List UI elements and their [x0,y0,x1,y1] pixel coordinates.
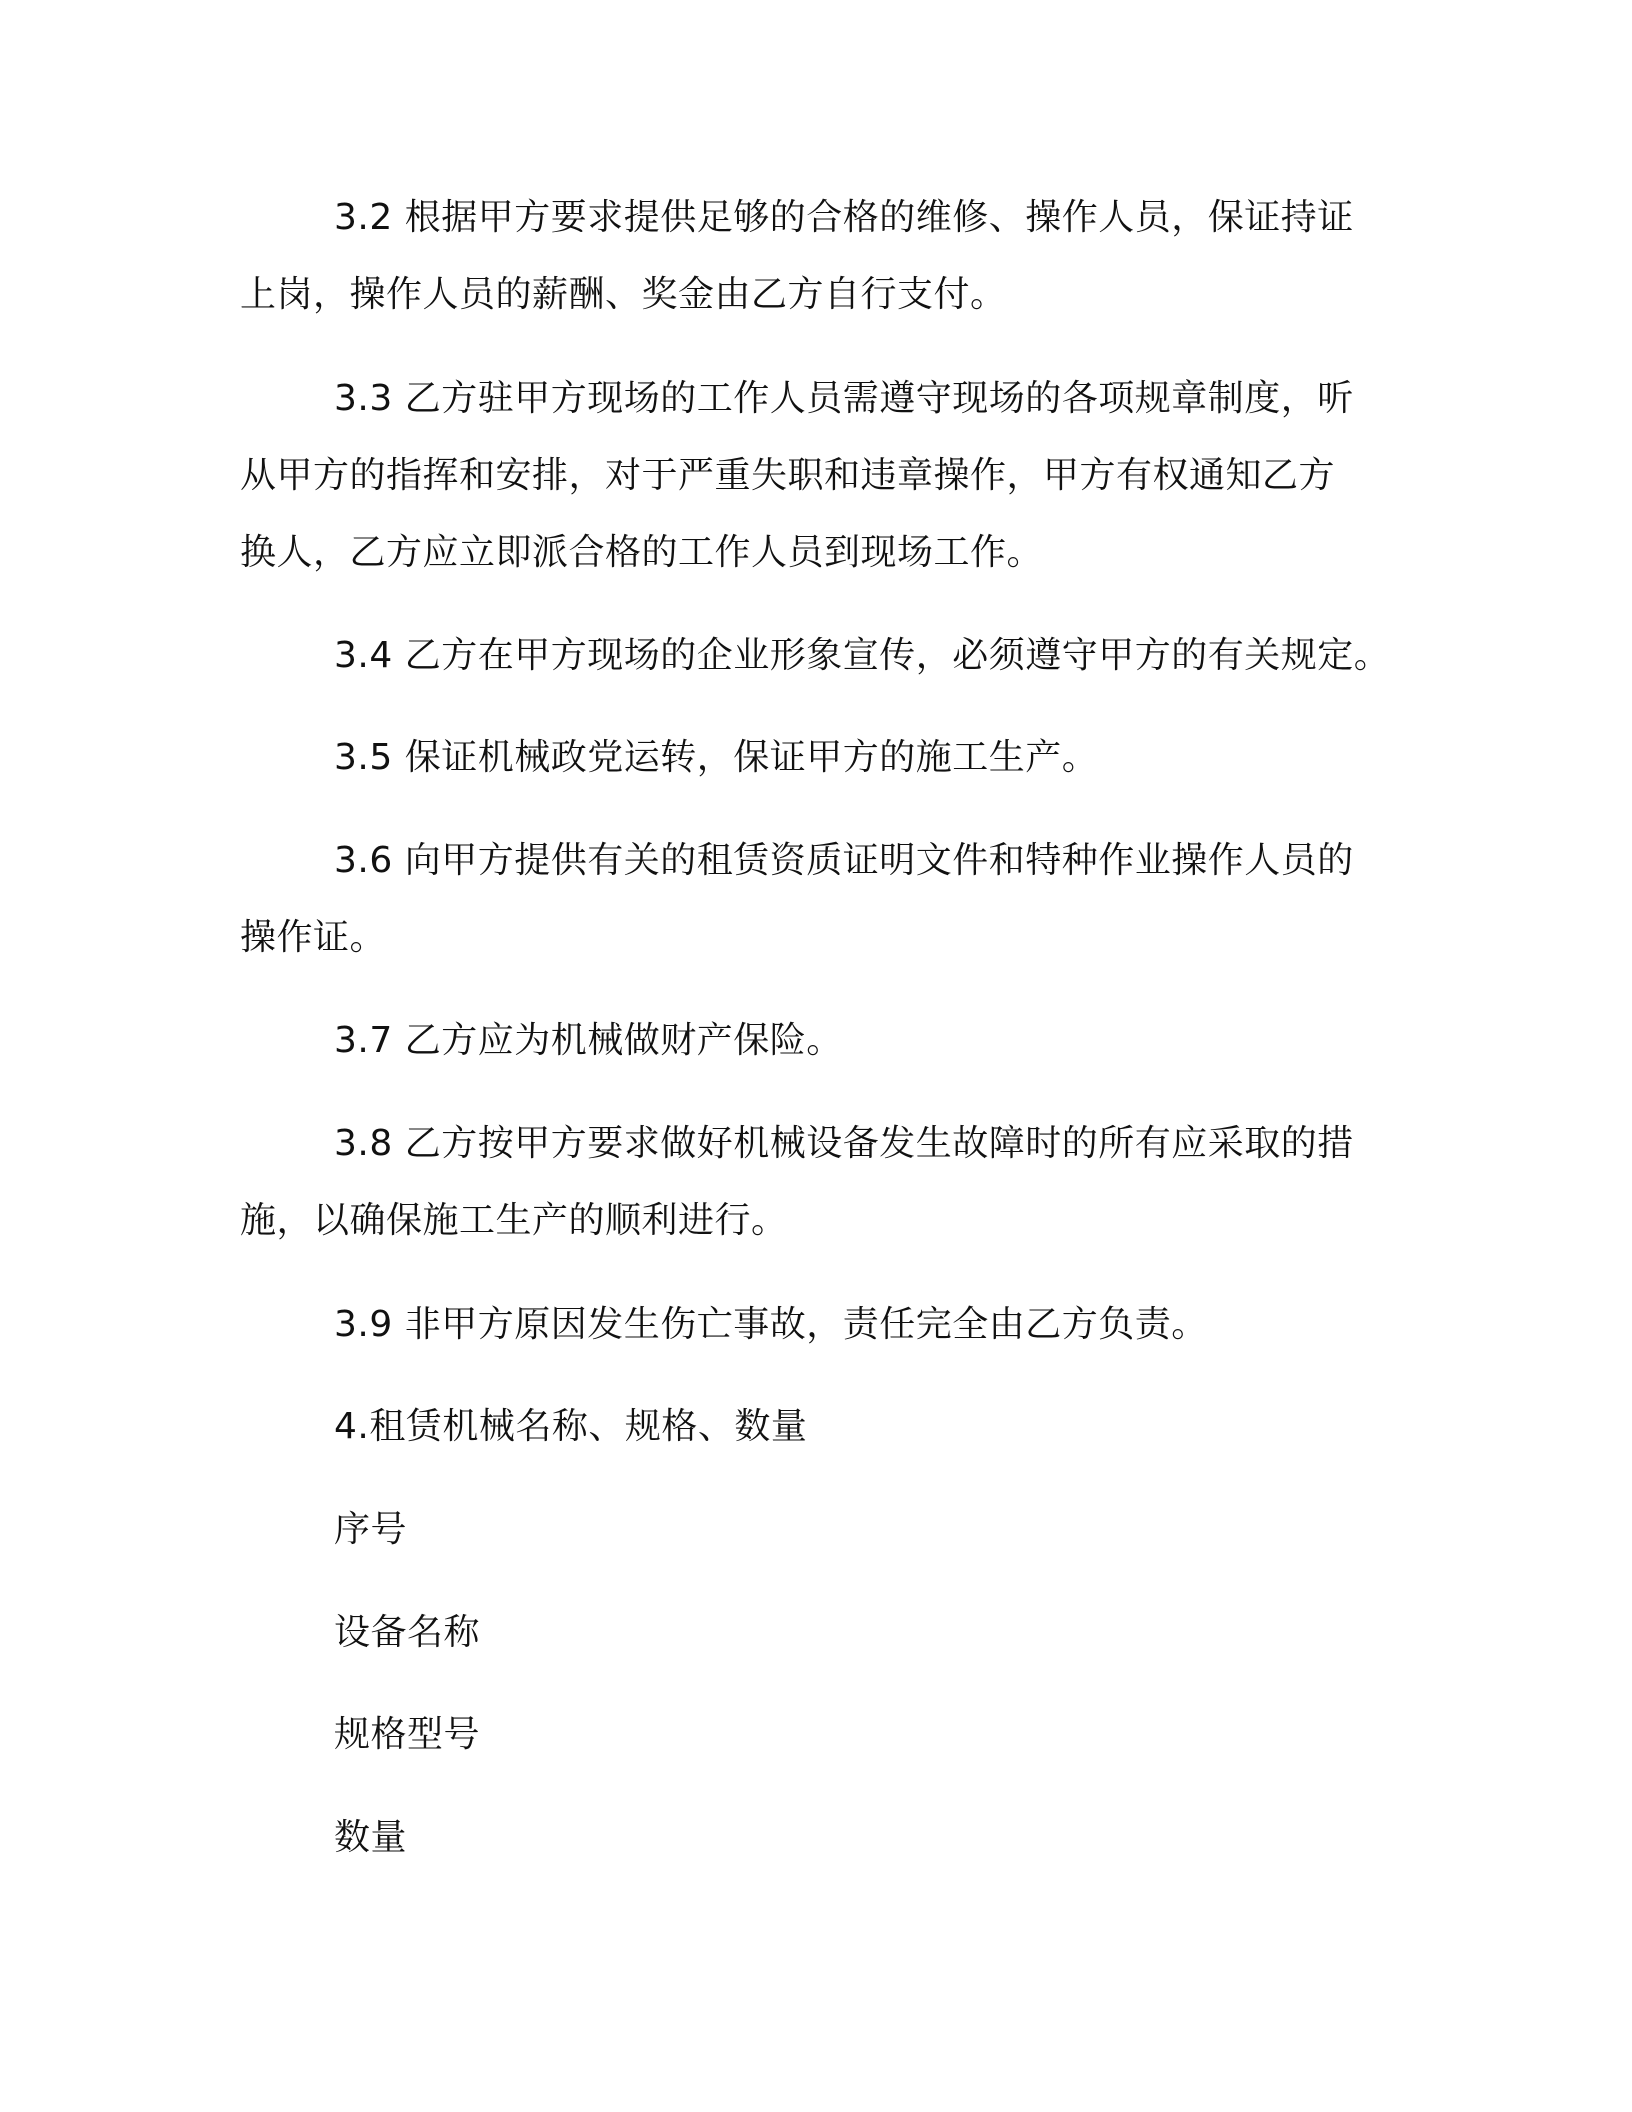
clause-3-3: 3.3 乙方驻甲方现场的工作人员需遵守现场的各项规章制度，听从甲方的指挥和安排，对于严重失职和违章操作，甲方有权通知乙方换人，乙方应立即派合格的工作人员到现场工作。 [240,378,1354,573]
table-header-quantity: 数量 [334,1817,408,1858]
section-4-heading: 4.租赁机械名称、规格、数量 [334,1406,808,1447]
table-header-serial: 序号 [334,1509,408,1550]
clause-3-2: 3.2 根据甲方要求提供足够的合格的维修、操作人员，保证持证上岗，操作人员的薪酬、奖金由乙方自行支付。 [240,197,1354,315]
clause-3-4: 3.4 乙方在甲方现场的企业形象宣传，必须遵守甲方的有关规定。 [334,635,1391,676]
clause-3-9: 3.9 非甲方原因发生伤亡事故，责任完全由乙方负责。 [334,1304,1208,1345]
clause-3-5: 3.5 保证机械政党运转，保证甲方的施工生产。 [334,737,1099,778]
clause-3-7: 3.7 乙方应为机械做财产保险。 [334,1020,843,1061]
table-header-equipment-name: 设备名称 [334,1612,481,1653]
table-header-model: 规格型号 [334,1714,481,1755]
clause-3-8: 3.8 乙方按甲方要求做好机械设备发生故障时的所有应采取的措施，以确保施工生产的顺利进行。 [240,1123,1354,1241]
clause-3-6: 3.6 向甲方提供有关的租赁资质证明文件和特种作业操作人员的操作证。 [240,840,1354,958]
